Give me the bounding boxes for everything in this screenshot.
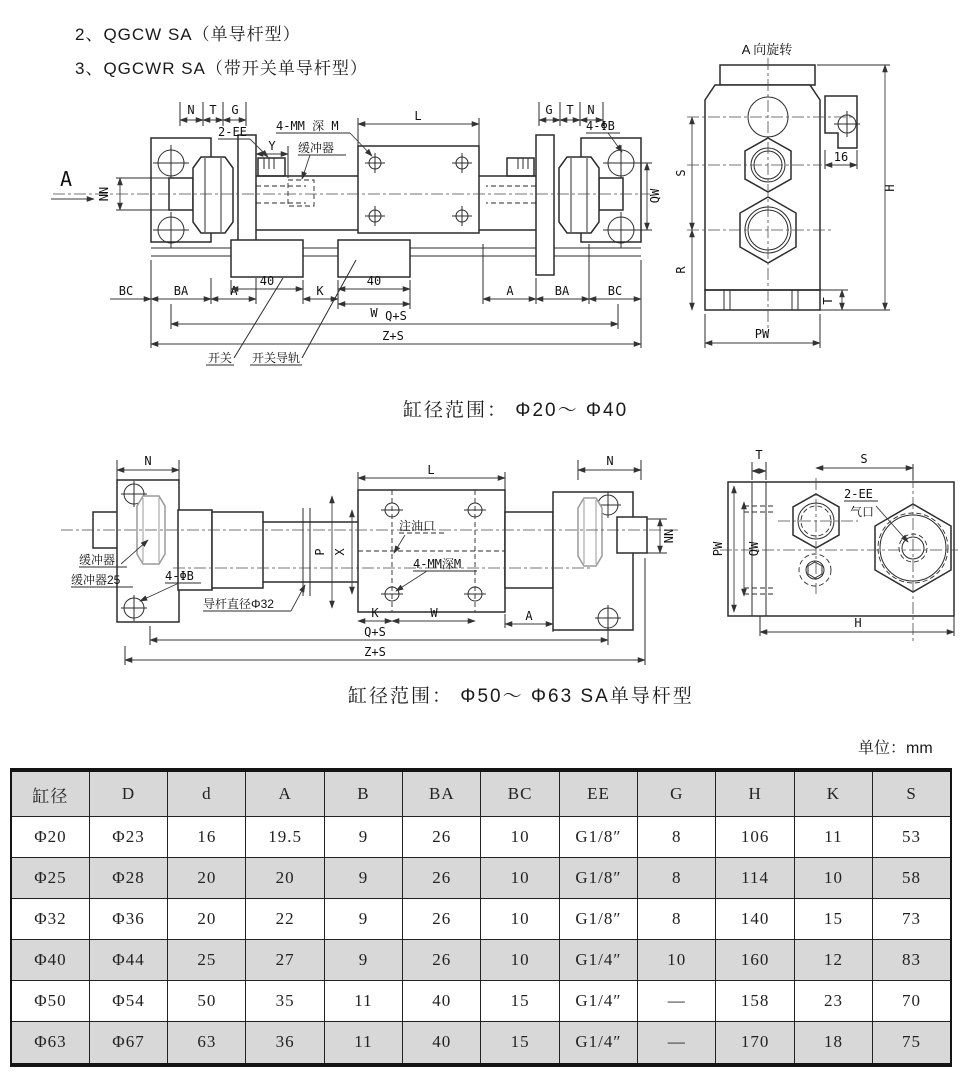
dim-label-zs: Z+S <box>382 329 404 343</box>
dim-label-a: A <box>230 284 238 298</box>
dim-label-n-left2: N <box>144 454 152 468</box>
col-header-A: A <box>246 770 324 817</box>
cushion-hidden-outline <box>288 180 314 206</box>
col-header-G: G <box>638 770 716 817</box>
spec-value-cell: 26 <box>403 939 481 980</box>
col-header-BA: BA <box>403 770 481 817</box>
spec-value-cell: G1/4″ <box>559 980 637 1021</box>
spec-value-cell: 40 <box>403 980 481 1021</box>
dim-label-qs2: Q+S <box>364 625 386 639</box>
spec-value-cell: 20 <box>246 857 324 898</box>
spec-value-cell: 50 <box>168 980 246 1021</box>
bore-cell: Φ25 <box>11 857 89 898</box>
spec-value-cell: 36 <box>246 1021 324 1065</box>
spec-value-cell: 160 <box>716 939 794 980</box>
switch-rail-label: 开关导轨 <box>251 351 301 365</box>
oil-port-label: 注油口 <box>399 519 436 533</box>
guide-rod-dia-label: 导杆直径Φ32 <box>203 597 274 611</box>
dim-label-y: Y <box>268 139 276 153</box>
dim-label-bc: BC <box>118 284 134 298</box>
cushion25-label: 缓冲器25 <box>71 573 121 587</box>
spec-value-cell: 15 <box>481 1021 559 1065</box>
dim-label-nn2: NN <box>662 528 676 544</box>
spec-value-cell: 18 <box>794 1021 872 1065</box>
dim-label-p: P <box>313 548 327 556</box>
col-header-EE: EE <box>559 770 637 817</box>
cushion-label-2: 缓冲器 <box>79 553 116 567</box>
dim-label-16: 16 <box>833 150 849 164</box>
hole-label-4phib: 4-ΦB <box>586 119 615 133</box>
spec-value-cell: 9 <box>324 898 402 939</box>
center-body-block-2 <box>358 490 505 612</box>
side-view-title: A 向旋转 <box>741 42 793 57</box>
dim-label-h2: H <box>854 616 862 630</box>
dim-label-g-right: G <box>545 103 553 117</box>
dim-label-w2: W <box>430 606 438 620</box>
dim-label-g: G <box>231 103 239 117</box>
dim-label-t-side: T <box>821 297 835 305</box>
dim-label-a2: A <box>525 609 533 623</box>
spec-value-cell: G1/4″ <box>559 1021 637 1065</box>
col-header-K: K <box>794 770 872 817</box>
dim-label-qs: Q+S <box>385 309 407 323</box>
spec-value-cell: 15 <box>794 898 872 939</box>
spec-value-cell: 63 <box>168 1021 246 1065</box>
bore-cell: Φ63 <box>11 1021 89 1065</box>
dim-label-40-left: 40 <box>259 274 275 288</box>
cylinder-tube-2 <box>212 512 263 588</box>
spec-value-cell: Φ36 <box>89 898 167 939</box>
front-view-drawing-phi50-63 <box>53 438 688 673</box>
spec-value-cell: 58 <box>873 857 951 898</box>
switch-block-right <box>338 240 410 277</box>
spec-value-cell: 106 <box>716 817 794 858</box>
spec-value-cell: Φ23 <box>89 817 167 858</box>
switch-label: 开关 <box>207 351 233 365</box>
spec-value-cell: Φ44 <box>89 939 167 980</box>
dim-label-t: T <box>209 103 217 117</box>
view-direction-label: A <box>60 167 73 191</box>
spec-value-cell: G1/4″ <box>559 939 637 980</box>
port-label-2ee-2: 2-EE <box>844 487 873 501</box>
spec-value-cell: 53 <box>873 817 951 858</box>
spec-value-cell: 20 <box>168 898 246 939</box>
col-header-BC: BC <box>481 770 559 817</box>
spec-value-cell: 73 <box>873 898 951 939</box>
right-tube-2 <box>505 512 553 588</box>
dim-label-k2: K <box>371 606 379 620</box>
spec-value-cell: 26 <box>403 898 481 939</box>
dim-label-s: S <box>674 169 688 177</box>
spec-value-cell: 19.5 <box>246 817 324 858</box>
spec-value-cell: 75 <box>873 1021 951 1065</box>
spec-value-cell: 10 <box>638 939 716 980</box>
spec-value-cell: 9 <box>324 817 402 858</box>
spec-value-cell: 15 <box>481 980 559 1021</box>
col-header-D: D <box>89 770 167 817</box>
spec-value-cell: 9 <box>324 857 402 898</box>
dim-label-s2: S <box>860 452 868 466</box>
dim-label-n: N <box>187 103 195 117</box>
dim-label-t-right: T <box>566 103 574 117</box>
right-end-assembly-2 <box>553 492 647 631</box>
thread-label-4mm-2: 4-MM深M <box>413 557 462 571</box>
header-row <box>11 770 951 817</box>
spec-value-cell: 11 <box>324 980 402 1021</box>
spec-value-cell: 158 <box>716 980 794 1021</box>
dim-label-zs2: Z+S <box>364 645 386 659</box>
spec-value-cell: Φ54 <box>89 980 167 1021</box>
table-row <box>11 857 951 898</box>
spec-value-cell: 25 <box>168 939 246 980</box>
table-row <box>11 939 951 980</box>
spec-value-cell: 10 <box>794 857 872 898</box>
bore-range-caption-1: 缸径范围： Φ20～ Φ40 <box>403 400 629 421</box>
title-line-qgcw: 2、QGCW SA（单导杆型） <box>75 25 301 44</box>
dim-label-t2: T <box>755 448 763 462</box>
dim-label-pw: PW <box>754 327 770 341</box>
table-row <box>11 1021 951 1065</box>
dim-label-l: L <box>414 109 422 123</box>
spec-value-cell: 10 <box>481 898 559 939</box>
dim-label-x: X <box>333 548 347 556</box>
dim-label-ba: BA <box>173 284 189 298</box>
cushion-label: 缓冲器 <box>298 141 335 155</box>
bore-cell: Φ40 <box>11 939 89 980</box>
table-row <box>11 898 951 939</box>
spec-value-cell: 10 <box>481 817 559 858</box>
table-row <box>11 817 951 858</box>
center-body-block <box>358 146 479 233</box>
spec-value-cell: G1/8″ <box>559 817 637 858</box>
table-row <box>11 980 951 1021</box>
spec-value-cell: 11 <box>324 1021 402 1065</box>
spec-value-cell: 12 <box>794 939 872 980</box>
spec-value-cell: G1/8″ <box>559 898 637 939</box>
spec-value-cell: 114 <box>716 857 794 898</box>
spec-value-cell: Φ28 <box>89 857 167 898</box>
spec-table-body <box>11 817 951 1066</box>
dim-label-ba-right: BA <box>554 284 570 298</box>
spec-value-cell: 23 <box>794 980 872 1021</box>
side-bracket <box>825 96 857 148</box>
spec-value-cell: — <box>638 1021 716 1065</box>
spec-value-cell: 8 <box>638 898 716 939</box>
spec-value-cell: G1/8″ <box>559 857 637 898</box>
dim-label-40-right: 40 <box>366 274 382 288</box>
spec-value-cell: 8 <box>638 817 716 858</box>
dim-label-nn: NN <box>97 186 111 202</box>
col-header-H: H <box>716 770 794 817</box>
spec-value-cell: 9 <box>324 939 402 980</box>
unit-note: 单位：mm <box>858 740 933 757</box>
bore-cell: Φ50 <box>11 980 89 1021</box>
spec-value-cell: 40 <box>403 1021 481 1065</box>
spec-value-cell: 170 <box>716 1021 794 1065</box>
spec-value-cell: 16 <box>168 817 246 858</box>
col-header-B: B <box>324 770 402 817</box>
spec-value-cell: 26 <box>403 817 481 858</box>
dim-label-n-right: N <box>587 103 595 117</box>
hole-label-4phib-2: 4-ΦB <box>165 569 194 583</box>
spec-value-cell: 27 <box>246 939 324 980</box>
dim-label-qw: QW <box>648 188 662 204</box>
col-header-bore: 缸径 <box>11 770 89 817</box>
dim-label-qw2: QW <box>747 541 761 557</box>
spec-value-cell: 8 <box>638 857 716 898</box>
dim-label-l2: L <box>427 463 435 477</box>
thread-label-4mm: 4-MM 深 M <box>276 119 339 133</box>
spec-value-cell: 20 <box>168 857 246 898</box>
spec-value-cell: — <box>638 980 716 1021</box>
air-port-label: 气口 <box>850 505 875 519</box>
spec-value-cell: 140 <box>716 898 794 939</box>
dim-label-n-right2: N <box>606 454 614 468</box>
bore-cell: Φ32 <box>11 898 89 939</box>
spec-table-head <box>11 770 951 817</box>
dimension-spec-table <box>10 768 952 1067</box>
dim-label-h: H <box>883 184 897 192</box>
spec-value-cell: 10 <box>481 857 559 898</box>
dim-label-w: W <box>370 306 378 320</box>
switch-block-left <box>231 240 303 277</box>
top-cap <box>720 65 815 85</box>
dim-label-a-right: A <box>506 284 514 298</box>
dim-label-k: K <box>316 284 324 298</box>
base-plate <box>705 290 820 310</box>
dim-label-bc-right: BC <box>607 284 623 298</box>
spec-value-cell: 11 <box>794 817 872 858</box>
spec-value-cell: 26 <box>403 857 481 898</box>
spec-value-cell: 22 <box>246 898 324 939</box>
front-view-drawing-phi20-40 <box>48 82 663 382</box>
col-header-d: d <box>168 770 246 817</box>
port-label-2ee: 2-EE <box>218 125 247 139</box>
spec-value-cell: 70 <box>873 980 951 1021</box>
dim-label-r: R <box>674 266 688 274</box>
spec-value-cell: 10 <box>481 939 559 980</box>
bore-cell: Φ20 <box>11 817 89 858</box>
dim-label-pw2: PW <box>711 541 725 557</box>
spec-value-cell: 83 <box>873 939 951 980</box>
spec-value-cell: Φ67 <box>89 1021 167 1065</box>
title-line-qgcwr: 3、QGCWR SA（带开关单导杆型） <box>75 59 368 78</box>
spec-value-cell: 35 <box>246 980 324 1021</box>
bore-range-caption-2: 缸径范围： Φ50～ Φ63 SA单导杆型 <box>348 686 694 707</box>
side-view-a-rotation <box>672 38 962 368</box>
side-view-phi50-63 <box>708 446 962 651</box>
col-header-S: S <box>873 770 951 817</box>
